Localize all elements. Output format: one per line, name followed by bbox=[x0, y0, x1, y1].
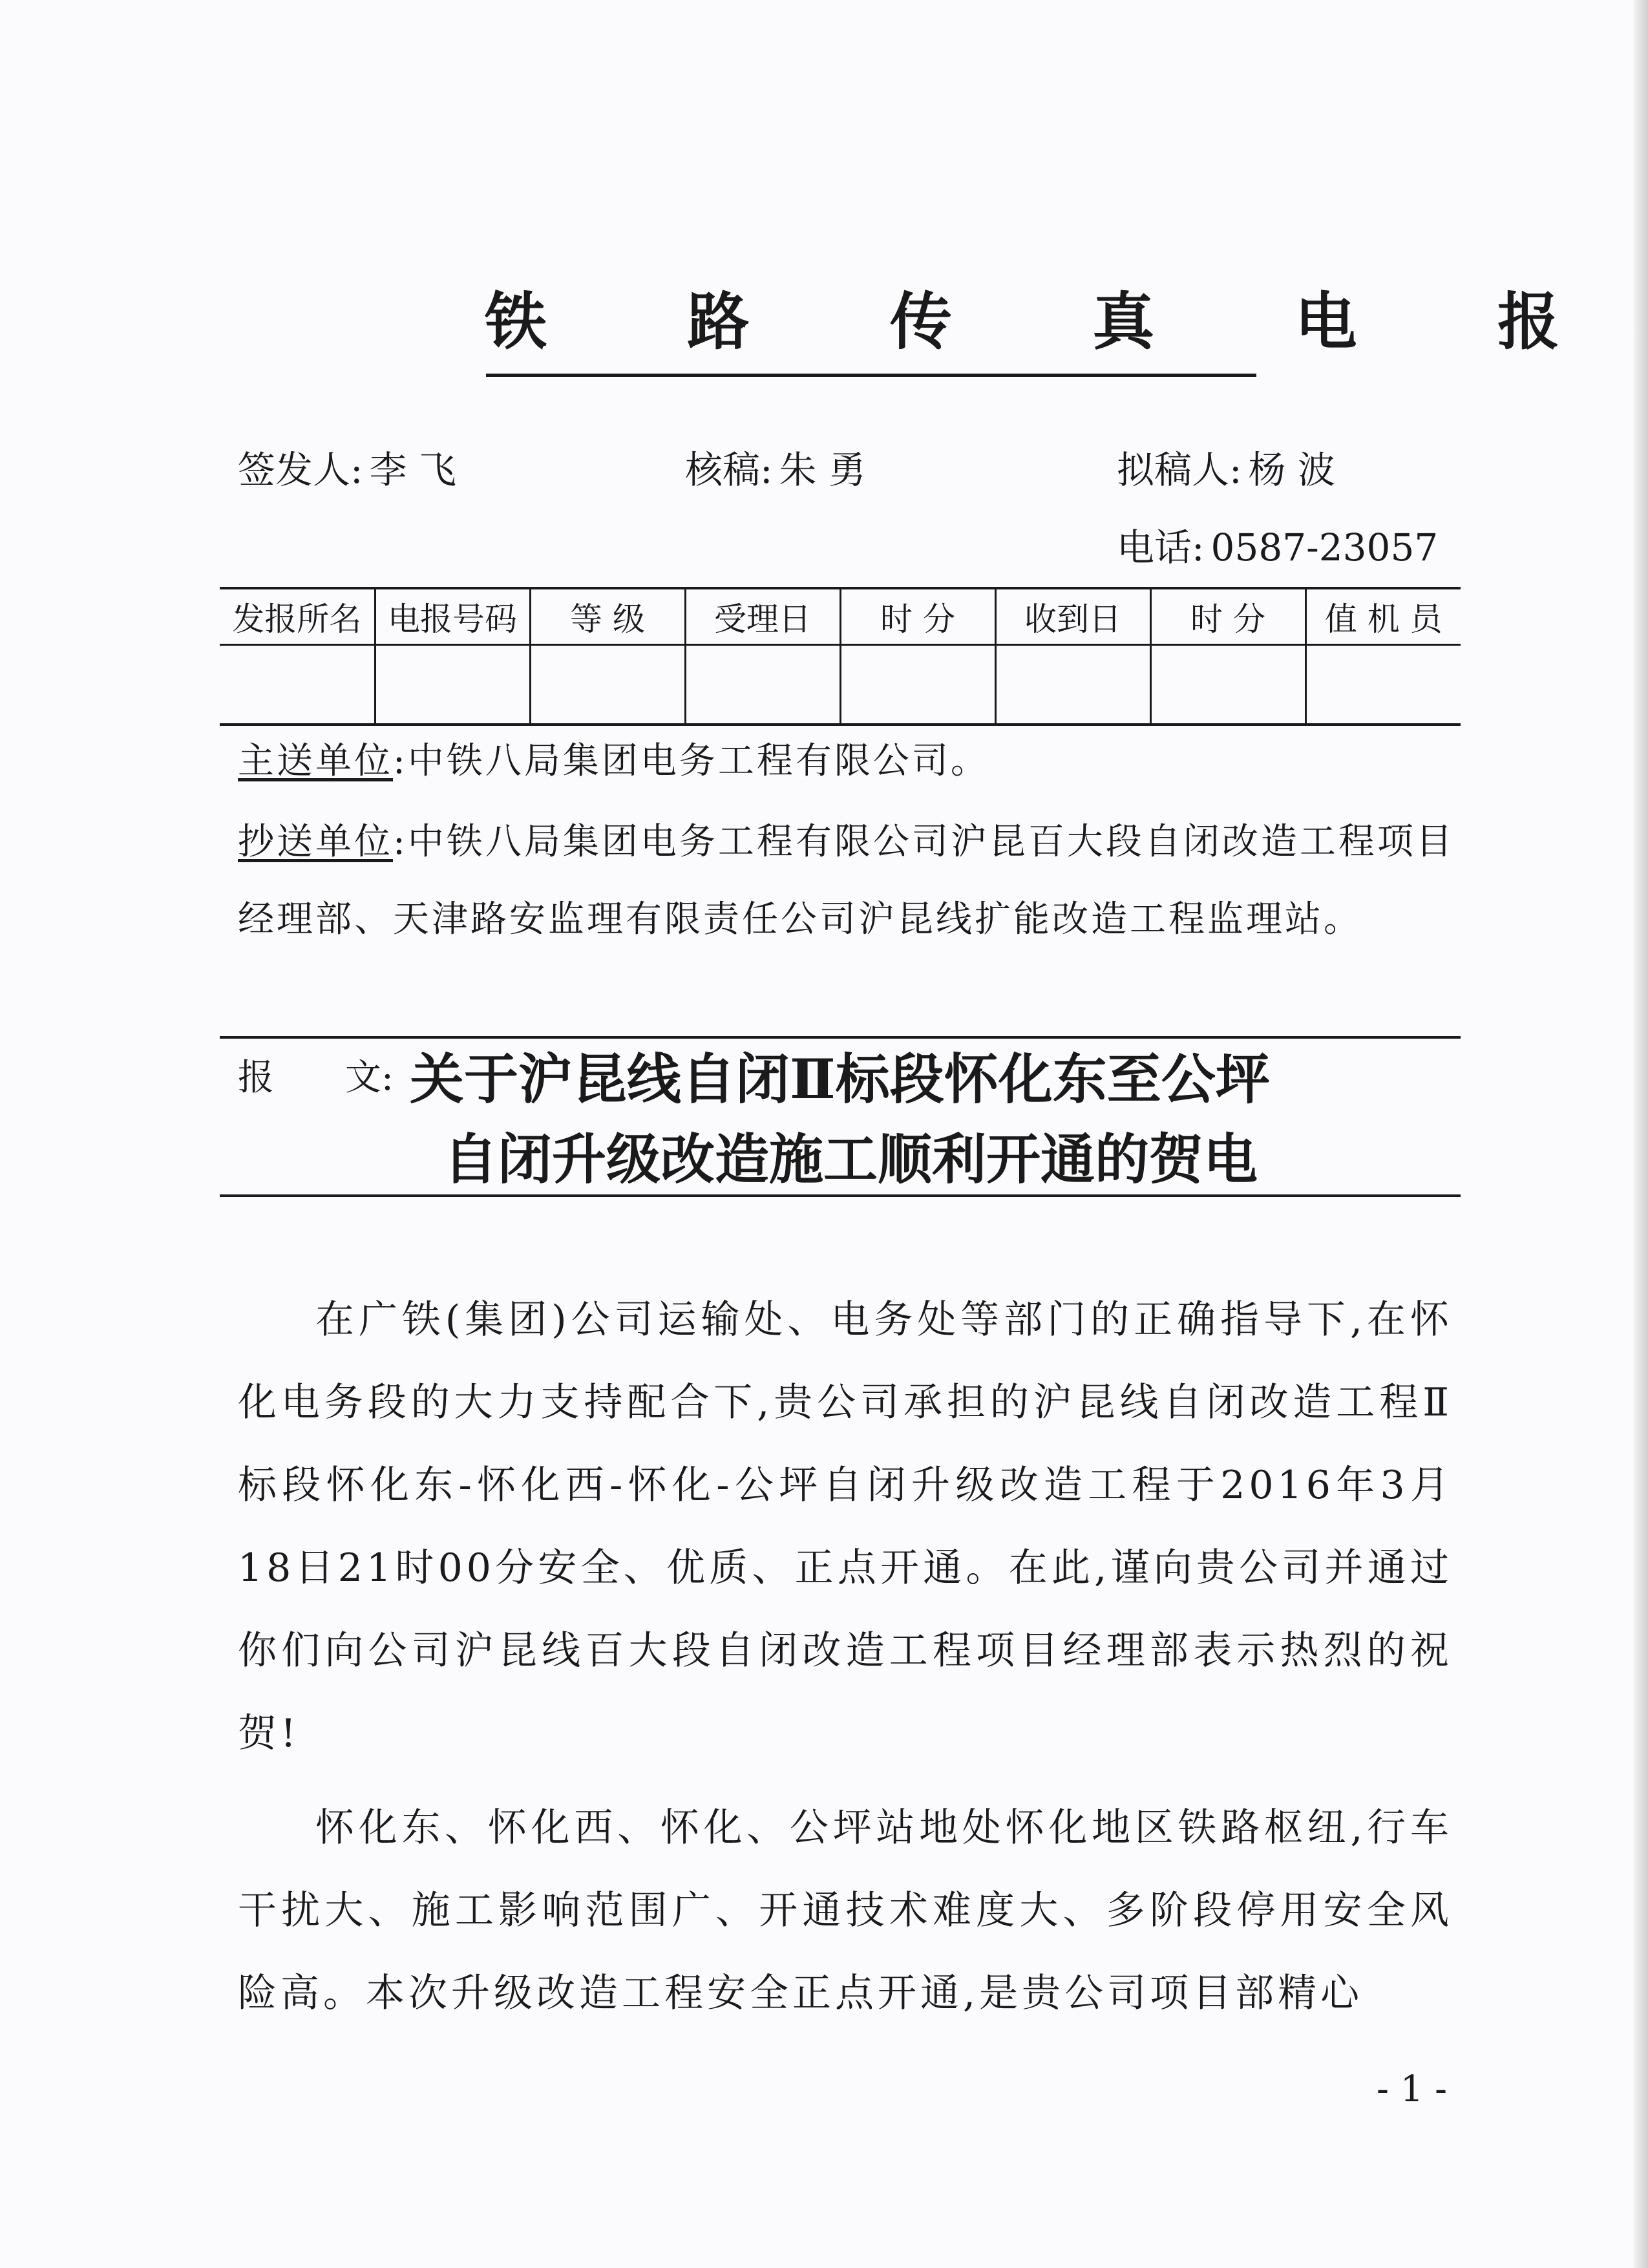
subject-top-rule bbox=[220, 1036, 1461, 1039]
table-header-cell: 发报所名 bbox=[220, 588, 375, 645]
drafter-value: 杨 波 bbox=[1248, 448, 1335, 492]
issuer-value: 李 飞 bbox=[369, 448, 456, 492]
phone-field bbox=[1117, 525, 1439, 569]
table-header-row bbox=[220, 588, 1461, 645]
table-header-cell: 时 分 bbox=[840, 588, 995, 645]
table-cell bbox=[220, 645, 375, 725]
copy-recipient bbox=[238, 803, 1459, 959]
table-header-cell: 时 分 bbox=[1150, 588, 1305, 645]
table-cell bbox=[685, 645, 840, 725]
main-recipient-value: :中铁八局集团电务工程有限公司。 bbox=[393, 740, 989, 782]
copy-recipient-label: 抄送单位 bbox=[238, 821, 393, 863]
table-cell bbox=[840, 645, 995, 725]
drafter-label: 拟稿人: bbox=[1117, 448, 1242, 492]
reviewer-label: 核稿: bbox=[685, 448, 773, 492]
table-cell bbox=[1305, 645, 1461, 725]
body-text bbox=[238, 1278, 1453, 2035]
table-row bbox=[220, 645, 1461, 725]
table-header-cell: 等 级 bbox=[530, 588, 685, 645]
main-recipient-label: 主送单位 bbox=[238, 740, 393, 782]
subject-label bbox=[238, 1057, 394, 1099]
main-recipient bbox=[238, 723, 1459, 800]
table-header-cell: 受理日 bbox=[685, 588, 840, 645]
issuer-label: 签发人: bbox=[238, 448, 363, 492]
reviewer-field bbox=[685, 448, 866, 492]
table-header-cell: 收到日 bbox=[995, 588, 1150, 645]
issuer-field bbox=[238, 448, 456, 492]
subject-line-1: 关于沪昆线自闭Ⅱ标段怀化东至公坪 bbox=[410, 1047, 1270, 1111]
table-cell bbox=[995, 645, 1150, 725]
drafter-field bbox=[1117, 448, 1335, 492]
subject-line-2: 自闭升级改造施工顺利开通的贺电 bbox=[443, 1127, 1258, 1191]
scan-edge bbox=[1634, 0, 1648, 2268]
phone-value: 0587-23057 bbox=[1210, 525, 1439, 569]
page-number: - 1 - bbox=[1377, 2068, 1448, 2110]
reviewer-value: 朱 勇 bbox=[779, 448, 866, 492]
body-paragraph-2: 怀化东、怀化西、怀化、公坪站地处怀化地区铁路枢纽,行车干扰大、施工影响范围广、开通技术难度大、多阶段停用安全风险高。本次升级改造工程安全正点开通,是贵公司项目部精心 bbox=[238, 1805, 1453, 2016]
subject-bottom-rule bbox=[220, 1194, 1461, 1197]
table-cell bbox=[1150, 645, 1305, 725]
table-header-cell: 电报号码 bbox=[375, 588, 530, 645]
fax-log-table bbox=[220, 587, 1461, 726]
phone-label: 电话: bbox=[1117, 525, 1205, 569]
table-cell bbox=[530, 645, 685, 725]
table-cell bbox=[375, 645, 530, 725]
subject-label-b: 文: bbox=[345, 1057, 394, 1099]
subject-label-a: 报 bbox=[238, 1057, 274, 1099]
copy-recipient-value: :中铁八局集团电务工程有限公司沪昆百大段自闭改造工程项目经理部、天津路安监理有限责任公司沪昆线扩能改造工程监理站。 bbox=[238, 821, 1455, 940]
title-underline bbox=[486, 374, 1256, 377]
document-title: 铁 路 传 真 电 报 bbox=[485, 285, 1620, 358]
body-paragraph-1: 在广铁(集团)公司运输处、电务处等部门的正确指导下,在怀化电务段的大力支持配合下,贵公司承担的沪昆线自闭改造工程Ⅱ标段怀化东-怀化西-怀化-公坪自闭升级改造工程于2016年3月18日21时00分安全、优质、正点开通。在此,谨向贵公司并通过你们向公司沪昆线百大段自闭改造工程项目经理部表示热烈的祝贺! bbox=[238, 1297, 1453, 1756]
table-header-cell: 值 机 员 bbox=[1305, 588, 1461, 645]
